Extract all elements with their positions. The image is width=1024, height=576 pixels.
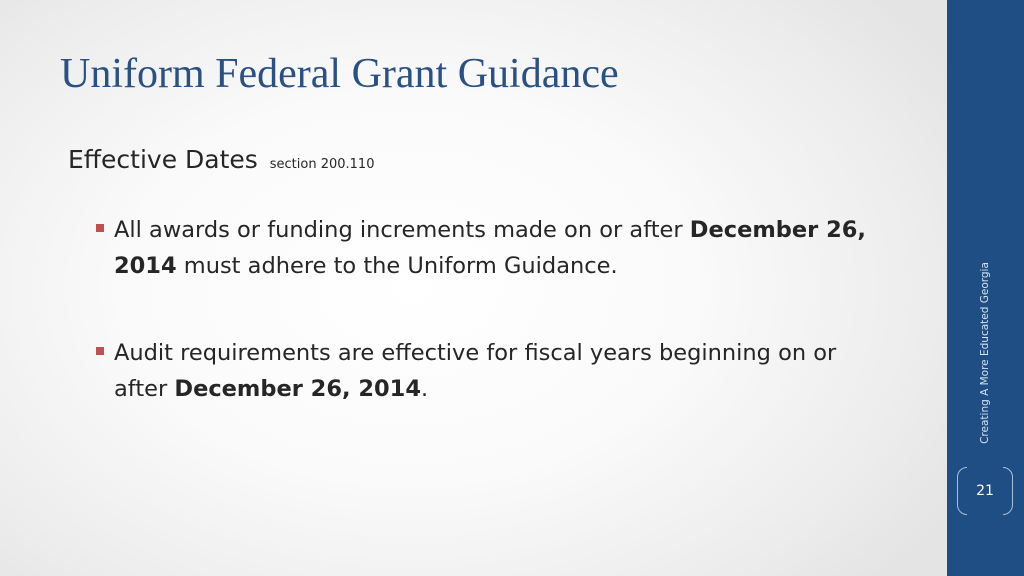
page-number: 21 [976,483,994,499]
square-bullet-icon [96,224,104,232]
sidebar-caption: Creating A More Educated Georgia [979,262,991,444]
bullet-item-audit [96,335,886,407]
bullet-text [114,335,886,407]
bullet-item-awards [96,212,886,284]
section-heading [68,140,374,185]
bullet-text-lead: All awards or funding increments made on or after [114,217,690,243]
section-reference: section 200.110 [269,157,375,172]
bullet-text-tail: must adhere to the Uniform Guidance. [176,253,618,279]
bullet-text-lead: Audit requirements are effective for fiscal years beginning on or after [114,340,837,402]
bullet-text-tail: . [420,376,429,402]
bullet-text [114,212,886,284]
slide-title: Uniform Federal Grant Guidance [60,51,619,97]
bullet-date-emphasis: December 26, 2014 [114,217,866,279]
section-heading-main: Effective Dates [68,145,258,174]
square-bullet-icon [96,347,104,355]
bullet-date-emphasis: December 26, 2014 [174,376,421,402]
